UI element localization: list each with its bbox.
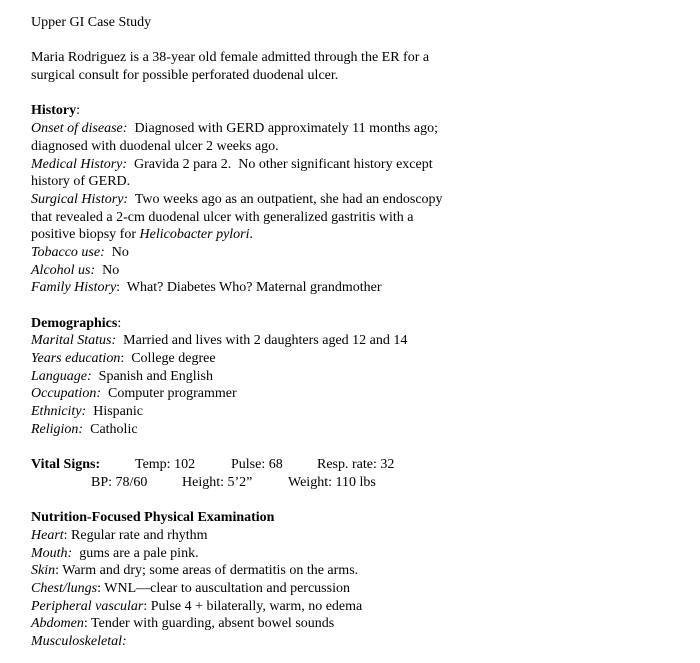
skin-label: Skin (31, 563, 56, 579)
vital-temp: Temp: 102 (135, 457, 196, 473)
demographics-heading-row: Demographics: (31, 315, 122, 331)
marital-row: Marital Status: Married and lives with 2 daughters aged 12 and 14 (31, 333, 408, 349)
surgical-label: Surgical History: (31, 191, 129, 207)
skin-row: Skin: Warm and dry; some areas of dermatitis on the arms. (31, 563, 359, 579)
intro-line-2: surgical consult for possible perforated duodenal ulcer. (31, 68, 339, 84)
language-label: Language: (31, 368, 92, 384)
abdomen-row: Abdomen: Tender with guarding, absent bowel sounds (31, 616, 335, 632)
tobacco-row: Tobacco use: No (31, 244, 129, 260)
chest-label: Chest/lungs (31, 581, 98, 596)
case-study-document (31, 14, 691, 651)
religion-label: Religion: (31, 421, 84, 437)
tobacco-label: Tobacco use: (31, 244, 105, 260)
exam-heading: Nutrition-Focused Physical Examination (31, 510, 275, 526)
musculo-row (31, 633, 691, 651)
ethnicity-row: Ethnicity: Hispanic (31, 404, 143, 420)
mouth-label: Mouth: (31, 545, 73, 561)
abdomen-label: Abdomen (31, 616, 84, 632)
document-title: Upper GI Case Study (31, 15, 152, 30)
vital-weight: Weight: 110 lbs (288, 474, 376, 490)
marital-label: Marital Status: (31, 333, 117, 349)
vitals-row-1 (31, 456, 691, 474)
vital-resp: Resp. rate: 32 (317, 457, 395, 473)
surgical-row-cont-1: that revealed a 2-cm duodenal ulcer with generalized gastritis with a (31, 209, 414, 225)
demographics-heading: Demographics (31, 315, 118, 331)
vitals-row-2 (31, 474, 691, 492)
heart-label: Heart (31, 527, 64, 543)
occupation-label: Occupation: (31, 386, 101, 402)
education-label: Years education (31, 351, 121, 367)
history-heading: History (31, 103, 77, 119)
family-label: Family History (31, 280, 117, 296)
religion-row: Religion: Catholic (31, 421, 138, 437)
onset-row-cont: diagnosed with duodenal ulcer 2 weeks ago. (31, 138, 279, 154)
medical-row-cont: history of GERD. (31, 174, 131, 190)
family-row: Family History: What? Diabetes Who? Maternal grandmother (31, 280, 382, 296)
vital-bp: BP: 78/60 (91, 474, 148, 490)
chest-row: Chest/lungs: WNL—clear to auscultation and percussion (31, 581, 350, 596)
heart-row: Heart: Regular rate and rhythm (31, 527, 208, 543)
vascular-row: Peripheral vascular: Pulse 4 + bilaterally, warm, no edema (31, 598, 363, 614)
organism-name: Helicobacter pylori (139, 227, 250, 243)
medical-label: Medical History: (31, 156, 128, 172)
onset-label: Onset of disease: (31, 121, 128, 137)
intro-line-1: Maria Rodriguez is a 38-year old female admitted through the ER for a (31, 50, 430, 66)
ethnicity-label: Ethnicity: (31, 404, 87, 420)
onset-row: Onset of disease: Diagnosed with GERD approximately 11 months ago; (31, 121, 438, 137)
alcohol-row: Alcohol us: No (31, 262, 120, 278)
alcohol-label: Alcohol us: (31, 262, 96, 278)
surgical-row: Surgical History: Two weeks ago as an outpatient, she had an endoscopy (31, 191, 443, 207)
mouth-row: Mouth: gums are a pale pink. (31, 545, 199, 561)
language-row: Language: Spanish and English (31, 368, 214, 384)
vital-pulse: Pulse: 68 (231, 457, 283, 473)
vitals-heading: Vital Signs: (31, 457, 101, 473)
education-row: Years education: College degree (31, 351, 216, 367)
medical-row: Medical History: Gravida 2 para 2. No other significant history except (31, 156, 433, 172)
surgical-row-cont-2: positive biopsy for Helicobacter pylori. (31, 227, 254, 243)
occupation-row: Occupation: Computer programmer (31, 386, 237, 402)
vascular-label: Peripheral vascular (31, 598, 144, 614)
history-heading-row: History: (31, 103, 80, 119)
musculo-label: Musculoskeletal: (31, 634, 127, 650)
vital-height: Height: 5’2” (182, 474, 253, 490)
